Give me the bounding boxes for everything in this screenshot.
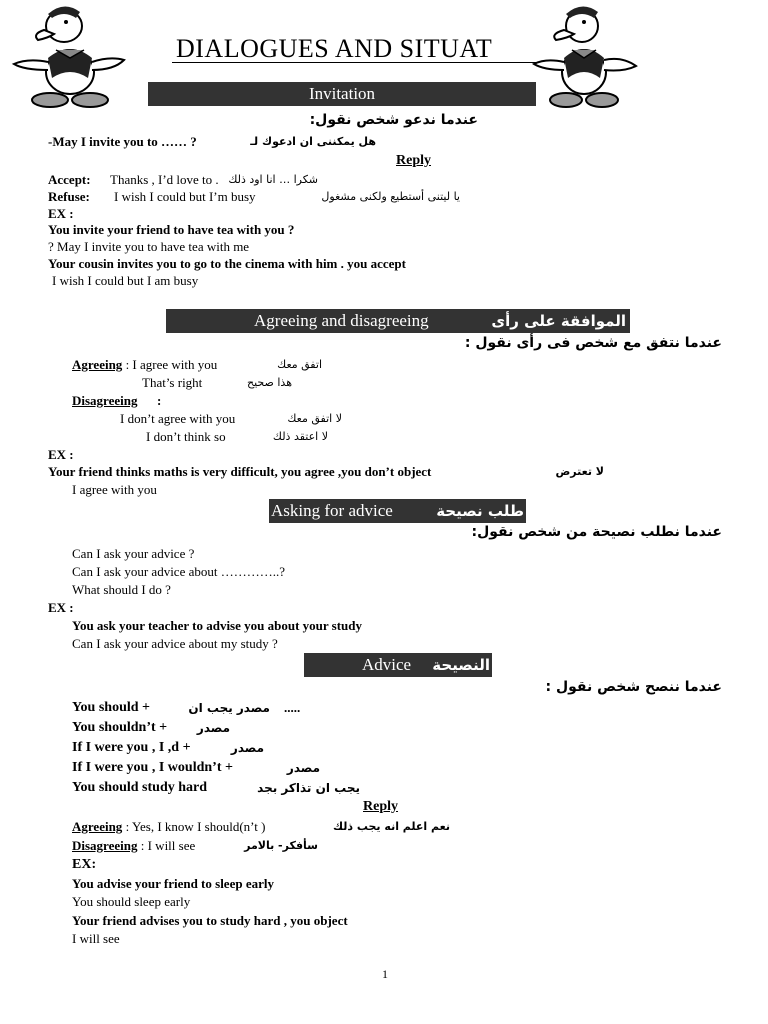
asking-advice-ex-question: You ask your teacher to advise you about your study [72,618,363,633]
accept-label: Accept: [48,172,91,187]
advice-ex1-answer: You should sleep early [72,894,191,909]
asking-advice-ex-answer: Can I ask your advice about my study ? [72,636,278,651]
advice-rule1-ar: مصدر يجب ان [188,701,270,715]
agreeing-ex-question: Your friend thinks maths is very difficult, you agree ,you don’t object [48,464,432,479]
advice-rule5: You should study hard [72,780,208,795]
disagree1-phrase-ar: لا اتفق معك [287,412,342,425]
agreeing-intro: عندما نتفق مع شخص فى رأى نقول : [464,335,722,351]
agree1-row [72,357,217,373]
invitation-phrase-ar: هل يمكننى ان ادعوك لـ [250,135,376,148]
advice-ex2-answer: I will see [72,931,120,946]
advice-heading-ar: النصيحة [432,656,490,674]
advice-rule2: You shouldn’t + [72,720,168,735]
advice-intro: عندما ننصح شخص نقول : [545,679,722,695]
advice-agreeing-label: Agreeing [72,819,123,834]
advice-disagree-row [72,838,195,854]
advice-agree-phrase: : Yes, I know I should(n’t ) [125,819,266,834]
accept-phrase: Thanks , I’d love to . [110,172,219,187]
advice-disagree-phrase: : I will see [140,838,196,853]
agree1-phrase: : I agree with you [125,357,218,372]
disagree2-phrase-ar: لا اعتقد ذلك [272,430,328,443]
invitation-ex1-answer: ? May I invite you to have tea with me [48,239,250,254]
page-title: DIALOGUES AND SITUAT [176,34,493,63]
invitation-reply-heading: Reply [396,153,431,168]
disagreeing-label: Disagreeing [72,393,138,408]
agreeing-label: Agreeing [72,357,123,372]
agreeing-heading: Agreeing and disagreeing [254,311,429,330]
agree1-phrase-ar: اتفق معك [277,358,322,371]
asking-advice-heading-ar: طلب نصيحة [436,502,524,520]
advice-agree-phrase-ar: نعم اعلم انه يجب ذلك [333,820,450,833]
asking-advice-heading-bar [269,499,526,523]
refuse-phrase-ar: يا ليتنى أستطيع ولكنى مشغول [321,190,460,203]
advice-reply-heading: Reply [363,799,398,814]
disagree1-phrase: I don’t agree with you [120,411,236,426]
advice-disagree-phrase-ar: سأفكر- بالامر [244,839,318,852]
invitation-ex-label: EX : [48,206,74,221]
disagreeing-colon: : [157,393,162,408]
advice-rule1: You should + [72,700,151,715]
disagree2-phrase: I don’t think so [146,429,226,444]
invitation-ex2-answer: I wish I could but I am busy [52,273,199,288]
invitation-phrase: -May I invite you to …… ? [48,134,197,149]
advice-heading: Advice [362,655,412,674]
asking-advice-line3: What should I do ? [72,582,171,597]
agreeing-ex-question-ar: لا تعترض [555,465,604,478]
title-underline [172,62,536,63]
agree2-phrase: That’s right [142,375,203,390]
invitation-heading: Invitation [308,84,376,103]
advice-agree-row [72,819,265,835]
page-number: 1 [382,967,388,981]
advice-ex2-question: Your friend advises you to study hard , you object [72,913,348,928]
invitation-ex2-question: Your cousin invites you to go to the cinema with him . you accept [48,256,406,271]
asking-advice-ex-label: EX : [48,600,74,615]
accept-phrase-ar: شكرا … انا اود ذلك [228,173,318,186]
advice-disagreeing-label: Disagreeing [72,838,138,853]
refuse-phrase: I wish I could but I’m busy [114,189,256,204]
asking-advice-intro: عندما نطلب نصيحة من شخص نقول: [471,524,722,540]
invitation-heading-bar [148,82,536,106]
asking-advice-heading: Asking for advice [271,501,393,520]
advice-rule3-ar: مصدر [230,741,264,755]
advice-rule3: If I were you , I ,d + [72,740,191,755]
asking-advice-line2: Can I ask your advice about …………..? [72,564,286,579]
advice-heading-bar [304,653,492,677]
advice-rule4: If I were you , I wouldn’t + [72,760,233,775]
advice-ex1-question: You advise your friend to sleep early [72,876,274,891]
advice-rule2-ar: مصدر [196,721,230,735]
agree2-phrase-ar: هذا صحيح [247,376,292,389]
agreeing-heading-bar [166,309,630,333]
duck-mascot-left-icon [4,0,134,112]
advice-rule5-ar: يجب ان تذاكر بجد [257,781,360,795]
duck-mascot-right-icon [530,0,642,112]
advice-rule4-ar: مصدر [286,761,320,775]
invitation-ex1-question: You invite your friend to have tea with you ? [48,222,295,237]
advice-ex-label: EX: [72,857,97,872]
invitation-intro: عندما ندعو شخص نقول: [309,112,478,128]
agreeing-ex-answer: I agree with you [72,482,157,497]
agreeing-heading-ar: الموافقة على رأى [491,312,626,330]
agreeing-ex-label: EX : [48,447,74,462]
advice-rule1-tail: ..... [284,700,301,715]
refuse-label: Refuse: [48,189,90,204]
asking-advice-line1: Can I ask your advice ? [72,546,195,561]
